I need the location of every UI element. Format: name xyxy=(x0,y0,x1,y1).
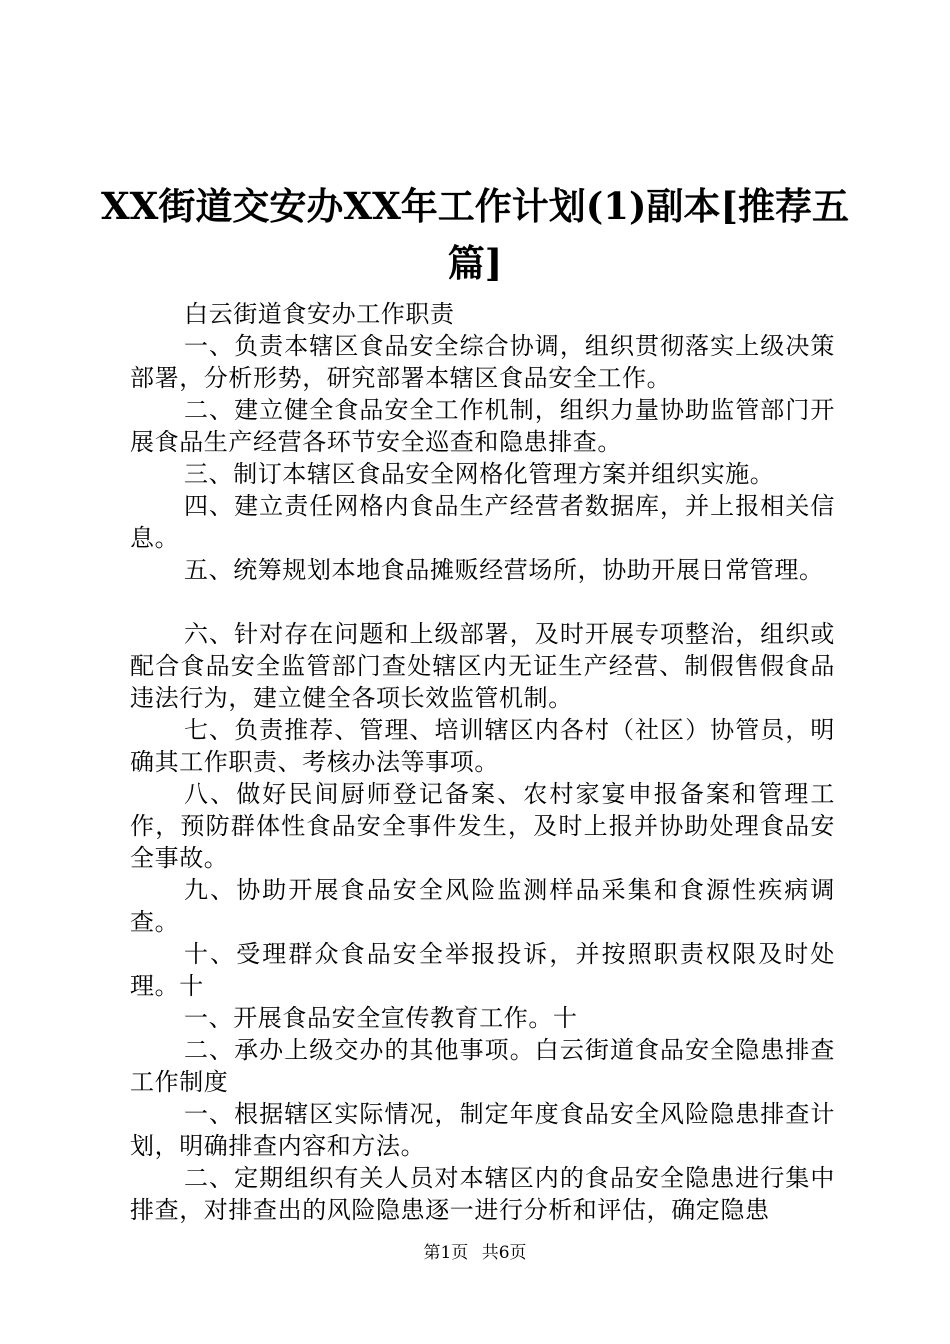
paragraph: 一、根据辖区实际情况，制定年度食品安全风险隐患排查计划，明确排查内容和方法。 xyxy=(130,1100,835,1160)
paragraph: 七、负责推荐、管理、培训辖区内各村（社区）协管员，明确其工作职责、考核办法等事项。 xyxy=(130,716,835,776)
paragraph: 八、做好民间厨师登记备案、农村家宴申报备案和管理工作，预防群体性食品安全事件发生，及时上报并协助处理食品安全事故。 xyxy=(130,780,835,872)
paragraph: 一、负责本辖区食品安全综合协调，组织贯彻落实上级决策部署，分析形势，研究部署本辖区食品安全工作。 xyxy=(130,332,835,392)
paragraph: 三、制订本辖区食品安全网格化管理方案并组织实施。 xyxy=(184,460,775,488)
paragraph: 二、承办上级交办的其他事项。白云街道食品安全隐患排查工作制度 xyxy=(130,1036,835,1096)
page-footer xyxy=(0,1243,950,1263)
paragraph: 四、建立责任网格内食品生产经营者数据库，并上报相关信息。 xyxy=(130,492,835,552)
document-body xyxy=(130,298,835,1226)
paragraph: 一、开展食品安全宣传教育工作。十 xyxy=(184,1004,578,1032)
paragraph: 十、受理群众食品安全举报投诉，并按照职责权限及时处理。十 xyxy=(130,940,835,1000)
paragraph: 九、协助开展食品安全风险监测样品采集和食源性疾病调查。 xyxy=(130,876,835,936)
paragraph: 二、定期组织有关人员对本辖区内的食品安全隐患进行集中排查，对排查出的风险隐患逐一进行分析和评估，确定隐患 xyxy=(130,1164,835,1224)
paragraph: 二、建立健全食品安全工作机制，组织力量协助监管部门开展食品生产经营各环节安全巡查和隐患排查。 xyxy=(130,396,835,456)
document-title: XX街道交安办XX年工作计划(1)副本[推荐五篇] xyxy=(100,184,850,285)
paragraph: 白云街道食安办工作职责 xyxy=(184,300,455,328)
page-total: 共6页 xyxy=(481,1243,527,1263)
paragraph: 五、统筹规划本地食品摊贩经营场所，协助开展日常管理。 xyxy=(184,556,824,584)
page-number: 第1页 xyxy=(423,1243,469,1263)
paragraph: 六、针对存在问题和上级部署，及时开展专项整治，组织或配合食品安全监管部门查处辖区内无证生产经营、制假售假食品违法行为，建立健全各项长效监管机制。 xyxy=(130,620,835,712)
